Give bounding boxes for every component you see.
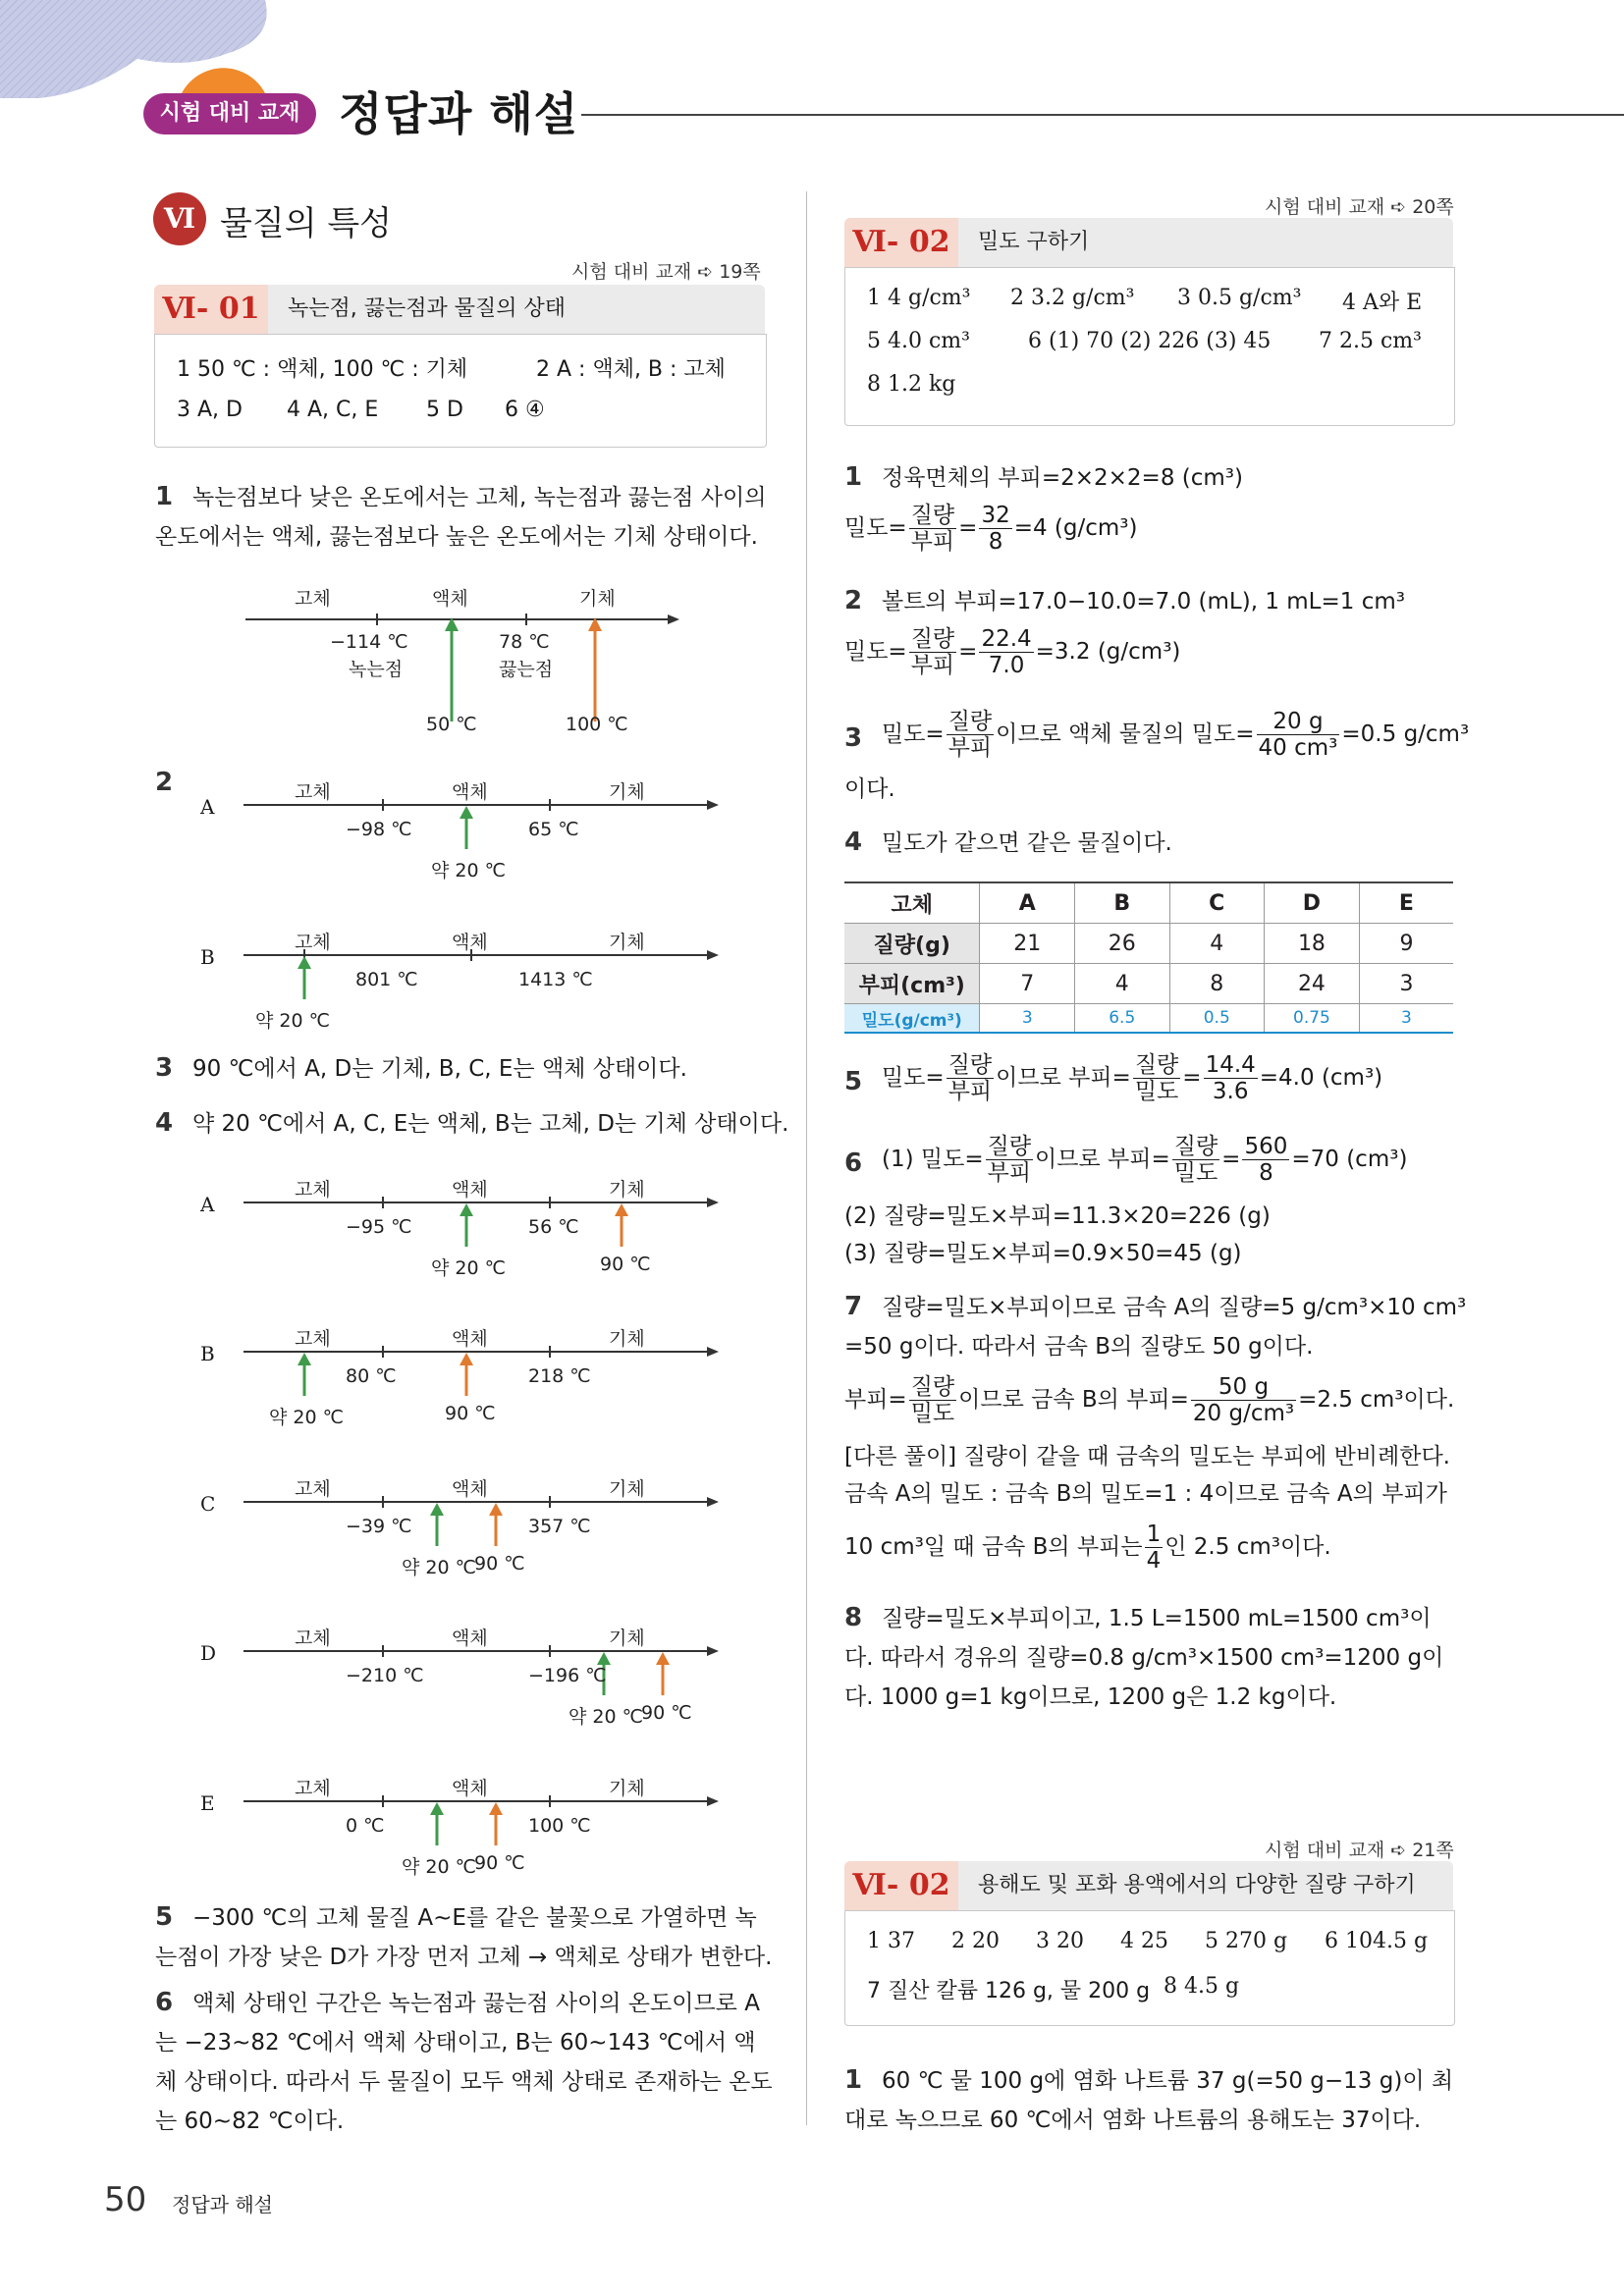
phase-label: 고체 [295,781,331,803]
diagram-row-label: B [200,945,215,969]
explanation-text: 밀도가 같으면 같은 물질이다. [882,830,1172,856]
phase-label: 기체 [579,588,616,610]
fraction [1145,1522,1164,1574]
phase-label: 기체 [609,1179,645,1201]
arrow-head-90 [656,1652,670,1665]
formula-text: 이므로 금속 B의 부피= [958,1387,1189,1413]
phase-label: 기체 [609,1328,645,1350]
temperature-label: 90 ℃ [641,1702,692,1724]
answer-box [844,267,1455,426]
numerator: 22.4 [981,626,1032,652]
fraction [1172,1134,1219,1186]
phase-label: 기체 [609,1478,645,1500]
phase-label: 액체 [452,932,488,953]
answer: 6 104.5 g [1325,1929,1429,1953]
formula-line [882,709,1469,761]
formula-text: 밀도= [844,515,907,541]
phase-label: 기체 [609,1628,645,1649]
phase-diagram-D [0,1627,805,1754]
explanation-text: 녹는점보다 낮은 온도에서는 고체, 녹는점과 끓는점 사이의 [192,485,767,510]
diagram-row-label: C [200,1492,216,1516]
diagram-row-label: A [200,795,215,819]
formula-text: 이므로 부피= [996,1065,1131,1091]
question-number: 5 [155,1902,174,1932]
phase-label: 고체 [295,1179,331,1201]
textbook-reference: 시험 대비 교재 ➪ 21쪽 [1265,1840,1454,1861]
explanation-text: 는 60~82 ℃이다. [155,2109,345,2134]
section-title: 밀도 구하기 [978,230,1090,254]
formula-text: 부피= [844,1387,907,1413]
temperature-label: 801 ℃ [355,969,418,990]
table-cell: 6.5 [1075,1004,1170,1034]
question-number: 4 [155,1108,174,1138]
numerator: 32 [981,503,1010,528]
temperature-label: 90 ℃ [474,1852,525,1874]
formula-text: 이므로 액체 물질의 밀도= [996,721,1255,747]
phase-label: 고체 [295,1628,331,1649]
phase-label: 기체 [609,781,645,803]
temperature-label: −98 ℃ [346,819,412,840]
denominator: 부피 [910,529,955,555]
fraction [979,626,1033,678]
fraction [986,1134,1033,1186]
arrow-head-room-temp [460,1203,473,1216]
numerator: 14.4 [1205,1052,1256,1078]
numerator: 질량 [947,1052,993,1078]
arrow-head-90 [489,1802,503,1815]
formula-text: 인 2.5 cm³이다. [1164,1534,1331,1560]
denominator: 4 [1146,1548,1162,1574]
question-number: 3 [844,723,863,753]
question-number: 6 [844,1148,863,1178]
denominator: 부피 [947,1079,993,1104]
answer: 3 20 [1036,1929,1084,1953]
axis-arrowhead [707,1796,719,1806]
explanation-text: 다. 따라서 경유의 질량=0.8 g/cm³×1500 cm³=1200 g이 [844,1645,1444,1671]
diagram-row-label: E [200,1791,215,1815]
answer: 5 D [426,398,463,422]
answer-box [844,1910,1455,2026]
formula-text: 밀도= [882,721,945,747]
phase-label: 기체 [609,932,645,953]
table-cell: 고체 [844,882,980,924]
temperature-label: 90 ℃ [445,1403,496,1424]
answer: 4 A, C, E [287,398,379,422]
arrow-head-90 [615,1203,628,1216]
answer: 3 0.5 g/cm³ [1177,286,1302,310]
header-rule [581,114,1624,116]
phase-diagram-B [0,931,805,1058]
page-title: 정답과 해설 [339,87,579,140]
temperature-label: 100 ℃ [566,714,628,735]
explanation-text: 약 20 ℃에서 A, C, E는 액체, B는 고체, D는 기체 상태이다. [192,1111,789,1137]
diagram-row-label: B [200,1342,215,1365]
answer: 1 50 ℃ : 액체, 100 ℃ : 기체 [177,357,468,382]
temperature-label: 65 ℃ [528,819,579,840]
question-number: 5 [844,1067,863,1096]
numerator: 질량 [1173,1134,1218,1159]
table-cell: 0.75 [1265,1004,1360,1034]
numerator: 질량 [1134,1052,1179,1078]
formula-line: (1) 밀도= $\frac{\text{질량}}{\text{부피}}$ 이므로 부피= $\frac{\text{질량}}{\text{밀도}}$ = $\frac{560}{8}$ =70 (cm³) [882,1134,1408,1186]
temperature-label: −196 ℃ [528,1665,607,1686]
formula-text: =70 (cm³) [1291,1147,1408,1172]
answer: 5 270 g [1205,1929,1288,1953]
phase-label: 고체 [295,1778,331,1799]
number-line [0,1327,805,1435]
numerator: 질량 [947,709,993,734]
formula-line [844,1374,1454,1426]
table-cell: E [1359,882,1453,924]
answer: 1 4 g/cm³ [867,286,971,310]
answer: 6 ④ [505,398,545,422]
numerator: 질량 [910,1374,955,1400]
answer: 7 2.5 cm³ [1319,329,1422,353]
formula-text: =3.2 (g/cm³) [1035,639,1181,665]
table-cell: 7 [980,964,1075,1004]
formula-text: =4 (g/cm³) [1013,515,1138,541]
chapter-title: 물질의 특성 [220,204,393,243]
fraction [947,1052,994,1104]
footer-title: 정답과 해설 [172,2193,273,2216]
table-cell: 8 [1169,964,1264,1004]
table-header-row [844,882,1453,924]
explanation-text: 90 ℃에서 A, D는 기체, B, C, E는 액체 상태이다. [192,1056,687,1082]
formula-line: 밀도= $\frac{\text{질량}}{\text{부피}}$ = $\frac{32}{8}$ =4 (g/cm³) [844,503,1138,555]
column-divider [806,191,807,2125]
fraction [1204,1052,1258,1104]
table-row-volume [844,964,1453,1004]
answer-box [154,334,767,448]
temperature-label: 50 ℃ [426,714,477,735]
temperature-label: 약 20 ℃ [402,1856,476,1878]
temperature-label: 0 ℃ [346,1815,385,1837]
explanation-text: 는 −23~82 ℃에서 액체 상태이고, B는 60~143 ℃에서 액 [155,2030,756,2056]
section-header [844,218,1453,267]
question-number: 2 [155,768,174,797]
explanation-text: (2) 질량=밀도×부피=11.3×20=226 (g) [844,1203,1271,1229]
phase-label: 액체 [452,1628,488,1649]
question-number: 3 [155,1053,174,1083]
formula-text: 10 cm³일 때 금속 B의 부피는 [844,1534,1143,1560]
phase-label: 액체 [452,1778,488,1799]
explanation-text: 질량=밀도×부피이므로 금속 A의 질량=5 g/cm³×10 cm³ [882,1295,1467,1320]
temperature-label: −95 ℃ [346,1216,412,1238]
numerator: 1 [1146,1522,1162,1547]
phase-label: 액체 [452,1179,488,1201]
denominator: 밀도 [910,1401,955,1426]
phase-diagram-E [0,1777,805,1904]
explanation-text: 60 ℃ 물 100 g에 염화 나트륨 37 g(=50 g−13 g)이 최 [882,2068,1454,2094]
temperature-label: 90 ℃ [474,1553,525,1575]
numerator: 질량 [910,503,955,528]
formula-line: 밀도= $\frac{\text{질량}}{\text{부피}}$ 이므로 부피= $\frac{\text{질량}}{\text{밀도}}$ = $\frac{14.4}{3.6}$ =4.0 (cm³) [882,1052,1383,1104]
temperature-label: 약 20 ℃ [255,1010,330,1032]
phase-diagram-B [0,1327,805,1455]
table-cell: 0.5 [1169,1004,1264,1034]
answer: 4 25 [1120,1929,1168,1953]
formula-line: 밀도= $\frac{\text{질량}}{\text{부피}}$ = $\frac{22.4}{7.0}$ =3.2 (g/cm³) [844,626,1181,678]
axis-arrowhead [707,950,719,960]
explanation-text: 정육면체의 부피=2×2×2=8 (cm³) [882,465,1243,491]
formula-text: =0.5 g/cm³ [1341,721,1470,747]
table-cell: 4 [1169,924,1264,964]
fraction [979,503,1011,555]
temperature-label: −114 ℃ [330,631,408,653]
table-cell: 26 [1075,924,1170,964]
formula-text: =2.5 cm³이다. [1298,1387,1455,1413]
explanation-text: [다른 풀이] 질량이 같을 때 금속의 밀도는 부피에 반비례한다. [844,1444,1450,1469]
denominator: 7.0 [988,653,1025,678]
phase-label: 고체 [295,1328,331,1350]
formula-text: (1) 밀도= [882,1147,984,1172]
temperature-label: 218 ℃ [528,1365,591,1387]
phase-diagram-A [0,1178,805,1306]
temperature-label: 100 ℃ [528,1815,591,1837]
denominator: 부피 [947,735,993,761]
phase-label: 액체 [452,781,488,803]
axis-arrowhead [707,1646,719,1656]
explanation-text: 체 상태이다. 따라서 두 물질이 모두 액체 상태로 존재하는 온도 [155,2069,773,2095]
numerator: 560 [1244,1134,1288,1159]
question-number: 4 [844,828,863,857]
density-table [844,881,1453,1034]
temperature-label: 약 20 ℃ [568,1706,643,1728]
table-cell: 9 [1359,924,1453,964]
temperature-label: 78 ℃ [499,631,550,653]
fraction [1242,1134,1289,1186]
table-row-density [844,1004,1453,1034]
explanation-text: =50 g이다. 따라서 금속 B의 질량도 50 g이다. [844,1334,1314,1360]
question-number: 2 [844,586,863,615]
fraction [1133,1052,1180,1104]
temperature-label: −210 ℃ [346,1665,424,1686]
answer: 8 1.2 kg [867,372,956,397]
explanation-text: 금속 A의 밀도 : 금속 B의 밀도=1 : 4이므로 금속 A의 부피가 [844,1481,1447,1507]
denominator: 3.6 [1212,1079,1249,1104]
question-number: 7 [844,1292,863,1321]
arrow-head-room-temp [298,1353,311,1365]
section-tag: Ⅵ- 02 [844,218,958,267]
phase-label: 고체 [295,932,331,953]
section-title: 용해도 및 포화 용액에서의 다양한 질량 구하기 [978,1873,1416,1897]
temperature-label: 약 20 ℃ [269,1407,344,1428]
denominator: 밀도 [1134,1079,1179,1104]
explanation-text: 이다. [844,776,895,802]
answer: 3 A, D [177,398,243,422]
phase-label: 고체 [295,588,331,610]
denominator: 밀도 [1173,1160,1218,1186]
temperature-label: 80 ℃ [346,1365,397,1387]
numerator: 질량 [987,1134,1032,1159]
explanation-text: 대로 녹으므로 60 ℃에서 염화 나트륨의 용해도는 37이다. [844,2108,1422,2133]
phase-label: 액체 [452,1478,488,1500]
boiling-point-label: 끓는점 [499,659,554,680]
formula-text: =4.0 (cm³) [1259,1065,1383,1091]
table-cell: 21 [980,924,1075,964]
temperature-label: 약 20 ℃ [402,1557,476,1578]
temperature-label: 약 20 ℃ [431,1257,506,1279]
formula-text: 이므로 부피= [1035,1147,1170,1172]
table-cell: 3 [1359,1004,1453,1034]
denominator: 부피 [987,1160,1032,1186]
arrow-head-90 [460,1353,473,1365]
numerator: 20 g [1257,709,1340,735]
temperature-label: 56 ℃ [528,1216,579,1238]
axis-arrowhead [707,800,719,810]
question-number: 1 [155,482,174,511]
answer: 6 (1) 70 (2) 226 (3) 45 [1028,329,1272,353]
question-number: 1 [844,2065,863,2095]
table-cell: 3 [980,1004,1075,1034]
header-badge: 시험 대비 교재 [143,93,316,134]
answer: 2 20 [951,1929,1000,1953]
diagram-row-label: D [200,1641,217,1665]
table-cell: 부피(cm³) [844,964,980,1004]
phase-label: 액체 [452,1328,488,1350]
question-number: 8 [844,1603,863,1632]
table-cell: 18 [1265,924,1360,964]
table-cell: 3 [1359,964,1453,1004]
answer: 7 질산 칼륨 126 g, 물 200 g [867,1979,1151,2003]
diagram-row-label: A [200,1193,215,1216]
temperature-label: 1413 ℃ [518,969,593,990]
axis-arrowhead [707,1347,719,1357]
table-cell: B [1075,882,1170,924]
question-number: 1 [844,462,863,492]
arrow-head-room-temp [430,1802,444,1815]
explanation-text: 볼트의 부피=17.0−10.0=7.0 (mL), 1 mL=1 cm³ [882,589,1405,614]
table-cell: 4 [1075,964,1170,1004]
numerator: 질량 [910,626,955,652]
formula-text: 밀도= [844,639,907,665]
phase-diagram-C [0,1477,805,1605]
fraction [947,709,994,761]
section-title: 녹는점, 끓는점과 물질의 상태 [288,296,566,321]
phase-label: 고체 [295,1478,331,1500]
temperature-label: 357 ℃ [528,1516,591,1537]
arrow-head-90 [489,1503,503,1516]
textbook-reference: 시험 대비 교재 ➪ 20쪽 [1265,196,1454,218]
chapter-number: Ⅵ [153,192,206,245]
table-cell: C [1169,882,1264,924]
denominator: 8 [1259,1160,1273,1186]
axis-arrowhead [707,1198,719,1207]
temperature-diagram [236,584,687,741]
section-tag: Ⅵ- 01 [154,285,268,334]
fraction [1191,1374,1296,1426]
arrow-head-room-temp [298,956,311,969]
section-header [154,285,765,334]
answer: 8 4.5 g [1164,1974,1240,1999]
temperature-label: 90 ℃ [600,1254,651,1275]
table-cell: 질량(g) [844,924,980,964]
phase-diagram-A [0,780,805,908]
question-number: 6 [155,1988,174,2017]
temperature-label: −39 ℃ [346,1516,412,1537]
explanation-text: −300 ℃의 고체 물질 A~E를 같은 불꽃으로 가열하면 녹 [192,1905,757,1931]
explanation-text: 온도에서는 액체, 끓는점보다 높은 온도에서는 기체 상태이다. [155,524,758,550]
fraction [909,503,956,555]
formula-text: 밀도= [882,1065,945,1091]
arrow-head-room-temp [460,806,473,819]
page-number: 50 [104,2180,147,2219]
table-row-mass [844,924,1453,964]
answer: 5 4.0 cm³ [867,329,970,353]
explanation-text: 는점이 가장 낮은 D가 가장 먼저 고체 → 액체로 상태가 변한다. [155,1945,773,1970]
explanation-text: 질량=밀도×부피이고, 1.5 L=1500 mL=1500 cm³이 [882,1606,1432,1631]
phase-label: 액체 [432,588,468,610]
fraction [909,1374,956,1426]
answer: 2 A : 액체, B : 고체 [536,357,726,382]
arrow-head-room-temp [597,1652,611,1665]
table-cell: A [980,882,1075,924]
explanation-text: 액체 상태인 구간은 녹는점과 끓는점 사이의 온도이므로 A [192,1991,760,2016]
textbook-reference: 시험 대비 교재 ➪ 19쪽 [571,261,761,283]
header-decoration [0,0,285,98]
answer: 2 3.2 g/cm³ [1010,286,1135,310]
fraction [1257,709,1340,761]
axis-arrowhead [707,1497,719,1507]
explanation-text: 다. 1000 g=1 kg이므로, 1200 g은 1.2 kg이다. [844,1684,1337,1710]
denominator: 8 [988,529,1003,555]
answer: 4 A와 E [1342,291,1423,315]
melting-point-label: 녹는점 [349,659,404,680]
temperature-label: 약 20 ℃ [431,860,506,881]
denominator: 40 cm³ [1258,735,1338,761]
section-tag: Ⅵ- 02 [844,1861,958,1910]
table-cell: D [1265,882,1360,924]
fraction [909,626,956,678]
denominator: 부피 [910,653,955,678]
denominator: 20 g/cm³ [1192,1401,1295,1426]
table-cell: 24 [1265,964,1360,1004]
table-cell: 밀도(g/cm³) [844,1004,980,1034]
numerator: 50 g [1191,1374,1296,1401]
phase-label: 기체 [609,1778,645,1799]
arrow-head-room-temp [430,1503,444,1516]
answer: 1 37 [867,1929,915,1953]
formula-line [844,1522,1331,1574]
section-header [844,1861,1453,1910]
explanation-text: (3) 질량=밀도×부피=0.9×50=45 (g) [844,1241,1242,1266]
